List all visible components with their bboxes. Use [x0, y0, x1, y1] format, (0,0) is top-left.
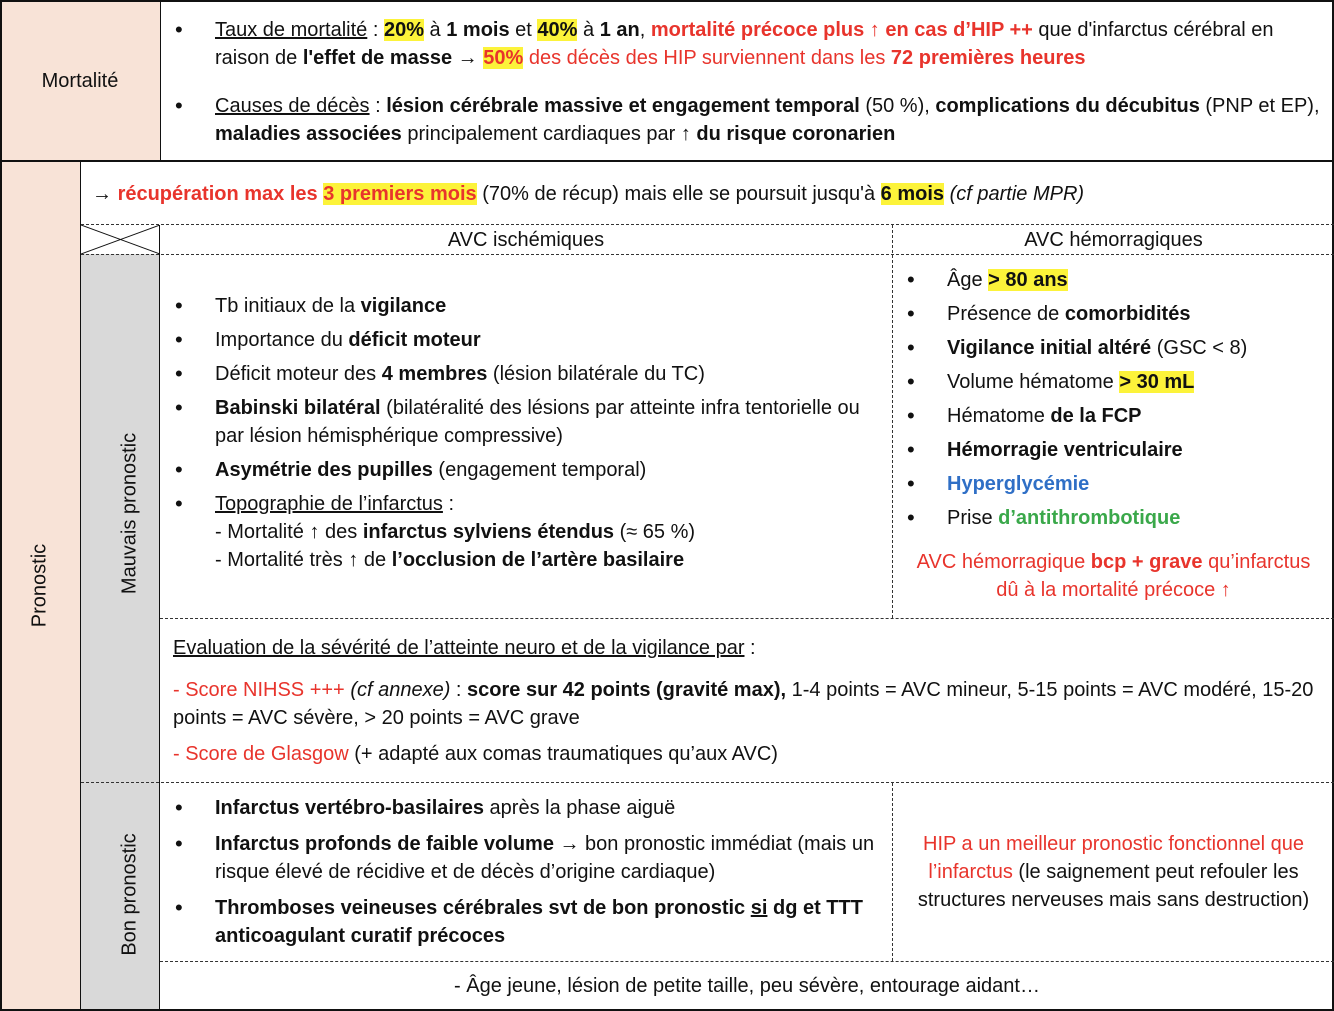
mortalite-causes-item: • Causes de décès : lésion cérébrale massive et engagement temporal (50 %), complications du décubitus (PNP et EP), maladies associées principalement cardiaques par ↑ du risque coronarien [175, 92, 1325, 148]
hemo-vigilance-item: • Vigilance initial altéré (GSC < 8) [907, 334, 1327, 362]
mauvais-isch-item: • Importance du déficit moteur [175, 326, 880, 354]
bon-isch-content [175, 794, 880, 950]
col-header-isch: AVC ischémiques [447, 229, 605, 251]
bon-isch-item: • Infarctus profonds de faible volume → bon pronostic immédiat (mais un risque élevé de récidive et de décès d’origine cardiaque) [175, 830, 880, 886]
pronostic-divider [80, 161, 81, 1011]
hemo-comor-item: • Présence de comorbidités [907, 300, 1327, 328]
eval-top-divider [160, 618, 1334, 619]
bon-hemo-content: HIP a un meilleur pronostic fonctionnel que l’infarctus (le saignement peut refouler les structures nerveuses mais sans destruction) [917, 833, 1310, 911]
hemo-hyper-item: • Hyperglycémie [907, 470, 1327, 498]
hemo-volume-item: • Volume hématome > 30 mL [907, 368, 1327, 396]
mortalite-content [175, 16, 1325, 148]
hemo-fcp-item: • Hématome de la FCP [907, 402, 1327, 430]
crossed-corner-cell [81, 225, 160, 254]
mauvais-isch-item: • Déficit moteur des 4 membres (lésion bilatérale du TC) [175, 360, 880, 388]
bon-footer: - Âge jeune, lésion de petite taille, peu sévère, entourage aidant… [454, 975, 1040, 997]
eval-title: Evaluation de la sévérité de l’atteinte neuro et de la vigilance par : [173, 637, 756, 659]
mortalite-divider [160, 0, 161, 161]
outer-left-border [0, 0, 2, 1011]
recup-divider [81, 224, 1334, 225]
pronostic-label: Pronostic [28, 543, 51, 628]
footer-divider [160, 961, 1334, 962]
evaluation-block [173, 634, 1323, 768]
bon-isch-item: • Thromboses veineuses cérébrales svt de bon pronostic si dg et TTT anticoagulant curatif précoces [175, 894, 880, 950]
mauvais-isch-item: • Babinski bilatéral (bilatéralité des lésions par atteinte infra tentorielle ou par lésion hémisphérique compressive) [175, 394, 880, 450]
mortalite-label: Mortalité [41, 70, 119, 92]
eval-glasgow: - Score de Glasgow (+ adapté aux comas traumatiques qu’aux AVC) [173, 743, 778, 765]
topographie-item: • Topographie de l’infarctus : - Mortalité ↑ des infarctus sylviens étendus (≈ 65 %) - Mortalité très ↑ de l’occlusion de l’artère basilaire [175, 490, 880, 574]
section-divider [0, 160, 1334, 162]
bon-pronostic-label: Bon pronostic [118, 833, 141, 956]
outer-top-border [0, 0, 1334, 2]
bon-top-divider [81, 782, 1334, 783]
mauvais-isch-item: • Asymétrie des pupilles (engagement temporal) [175, 456, 880, 484]
hemo-note: AVC hémorragique bcp + grave qu’infarctus dû à la mortalité précoce ↑ [916, 551, 1311, 601]
recup-line: → récupération max les 3 premiers mois (70% de récup) mais elle se poursuit jusqu'à 6 mois (cf partie MPR) [92, 183, 1085, 205]
mortalite-taux-item: • Taux de mortalité : 20% à 1 mois et 40% à 1 an, mortalité précoce plus ↑ en cas d’HIP ++ que d'infarctus cérébral en raison de l'effet de masse → 50% des décès des HIP surviennent dans les 72 premières heures [175, 16, 1325, 72]
hemo-prise-item: • Prise d’antithrombotique [907, 504, 1327, 532]
hemo-age-item: • Âge > 80 ans [907, 266, 1327, 294]
header-bottom-divider [81, 254, 1334, 255]
eval-nihss: - Score NIHSS +++ (cf annexe) : score sur 42 points (gravité max), 1-4 points = AVC mineur, 5-15 points = AVC modéré, 15-20 points = AVC sévère, > 20 points = AVC grave [173, 679, 1314, 729]
mauvais-isch-content [175, 292, 880, 574]
mauvais-isch-item: • Tb initiaux de la vigilance [175, 292, 880, 320]
hemo-ventr-item: • Hémorragie ventriculaire [907, 436, 1327, 464]
mauvais-pronostic-label: Mauvais pronostic [118, 432, 141, 595]
mauvais-hemo-content [907, 266, 1327, 532]
bon-isch-item: • Infarctus vertébro-basilaires après la phase aiguë [175, 794, 880, 822]
col-header-hemo: AVC hémorragiques [1024, 229, 1203, 251]
